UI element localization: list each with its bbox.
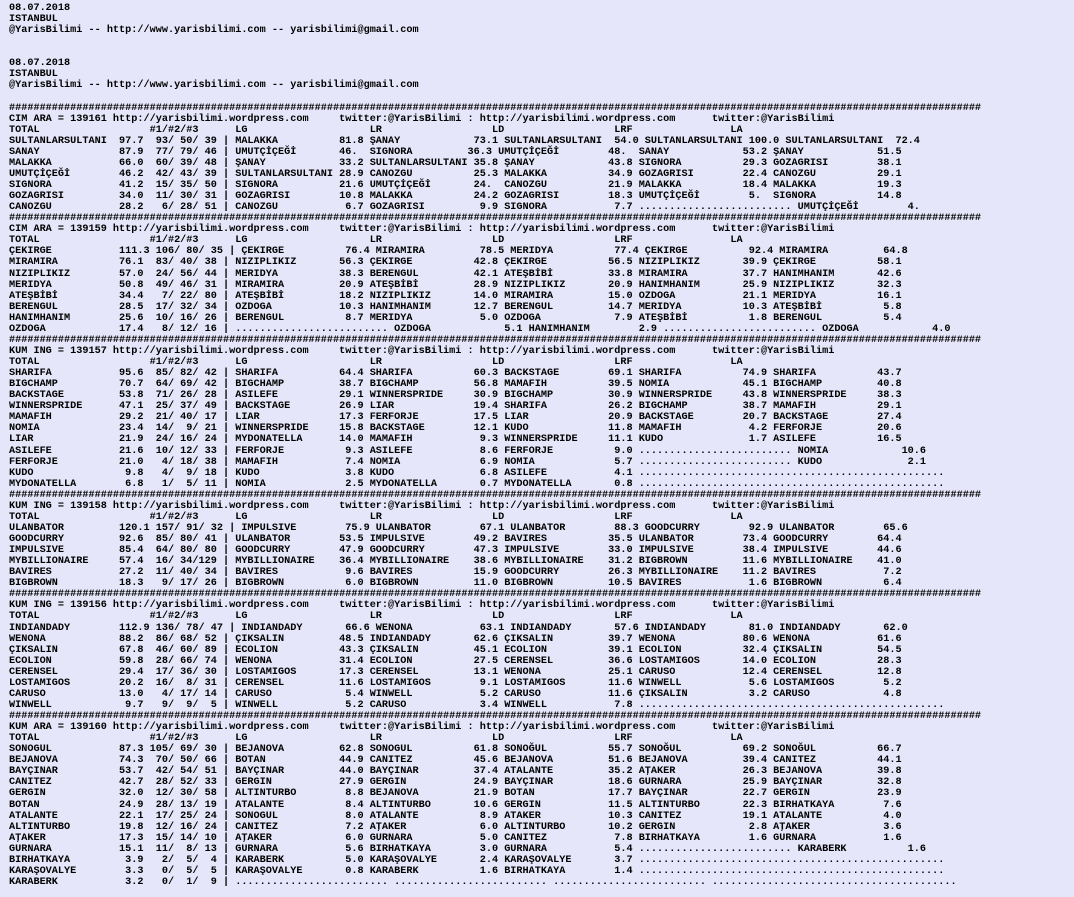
contact-line: @YarisBilimi -- http://www.yarisbilimi.com -- yarisbilimi@gmail.com <box>9 25 419 37</box>
horse-row: FERFORJE 21.0 4/ 18/ 38 | MAMAFIH 7.4 NOMIA 6.9 NOMIA 5.7 ......................... KUDO 2.1 <box>9 456 927 468</box>
horse-row: GERGIN 32.0 12/ 30/ 58 | ALTINTURBO 8.8 BEJANOVA 21.9 BOTAN 17.7 BAYÇINAR 22.7 GERGIN 23.9 <box>9 788 902 800</box>
horse-row: ATALANTE 22.1 17/ 25/ 24 | SONOGUL 8.0 ATALANTE 8.9 ATAKER 10.3 CANITEZ 19.1 ATALANTE 4.0 <box>9 810 902 822</box>
horse-row: ULANBATOR 120.1 157/ 91/ 32 | IMPULSIVE 75.9 ULANBATOR 67.1 ULANBATOR 88.3 GOODCURRY 92.9 ULANBATOR 65.6 <box>9 522 908 534</box>
horse-row: WENONA 88.2 86/ 68/ 52 | ÇIKSALIN 48.5 INDIANDADY 62.6 ÇIKSALIN 39.7 WENONA 80.6 WENONA 61.6 <box>9 633 902 645</box>
horse-row: BERENGUL 28.5 17/ 32/ 34 | OZDOGA 10.3 HANIMHANIM 12.7 BERENGUL 14.7 MERIDYA 10.3 ATEŞBİBİ 5.8 <box>9 301 902 313</box>
race-header-line: CIM ARA = 139161 http://yarisbilimi.wordpress.com twitter:@YarisBilimi : http://yarisbilimi.wordpress.com twitter:@YarisBilimi <box>9 113 835 125</box>
date-line: 08.07.2018 <box>9 58 71 70</box>
column-header-line: TOTAL #1/#2/#3 LG LR LD LRF LA <box>9 124 743 136</box>
horse-row: SULTANLARSULTANI 97.7 93/ 50/ 39 | MALAKKA 81.8 ŞANAY 73.1 SULTANLARSULTANI 54.0 SULTANLARSULTANI 100.0 SULTANLARSULTANI 72.4 <box>9 135 920 147</box>
horse-row: CERENSEL 29.4 17/ 36/ 30 | LOSTAMIGOS 17.3 CERENSEL 13.1 WENONA 25.1 CARUSO 12.4 CERENSEL 12.8 <box>9 666 902 678</box>
column-header-line: TOTAL #1/#2/#3 LG LR LD LRF LA <box>9 511 743 523</box>
horse-row: GURNARA 15.1 11/ 8/ 13 | GURNARA 5.6 BIRHATKAYA 3.0 GURNARA 5.4 ......................... KARABERK 1.6 <box>9 843 927 855</box>
horse-row: IMPULSIVE 85.4 64/ 80/ 80 | GOODCURRY 47.9 GOODCURRY 47.3 IMPULSIVE 33.0 IMPULSIVE 38.4 IMPULSIVE 44.6 <box>9 545 902 557</box>
horse-row: CANOZGU 28.2 6/ 28/ 51 | CANOZGU 6.7 GOZAGRISI 9.9 SIGNORA 7.7 ......................... UMUTÇİÇEĞİ 4. <box>9 202 920 214</box>
city-line: ISTANBUL <box>9 14 58 26</box>
horse-row: ÇEKIRGE 111.3 106/ 80/ 35 | ÇEKIRGE 76.4 MIRAMIRA 78.5 MERIDYA 77.4 ÇEKIRGE 92.4 MIRAMIRA 64.8 <box>9 246 908 258</box>
horse-row: BEJANOVA 74.3 70/ 50/ 66 | BOTAN 44.9 CANITEZ 45.6 BEJANOVA 51.6 BEJANOVA 39.4 CANITEZ 44.1 <box>9 755 902 767</box>
horse-row: MALAKKA 66.0 60/ 39/ 48 | ŞANAY 33.2 SULTANLARSULTANI 35.8 ŞANAY 43.8 SIGNORA 29.3 GOZAGRISI 38.1 <box>9 157 902 169</box>
city-line: ISTANBUL <box>9 69 58 81</box>
horse-row: INDIANDADY 112.9 136/ 78/ 47 | INDIANDADY 66.6 WENONA 63.1 INDIANDADY 57.6 INDIANDADY 81.0 INDIANDADY 62.0 <box>9 622 908 634</box>
horse-row: BAYÇINAR 53.7 42/ 54/ 51 | BAYÇINAR 44.0 BAYÇINAR 37.4 ATALANTE 35.2 AŢAKER 26.3 BEJANOVA 39.8 <box>9 766 902 778</box>
date-line: 08.07.2018 <box>9 3 71 14</box>
horse-row: ASILEFE 21.6 10/ 12/ 33 | FERFORJE 9.3 ASILEFE 8.6 FERFORJE 9.0 ......................... NOMIA 10.6 <box>9 445 927 457</box>
horse-row: BIRHATKAYA 3.9 2/ 5/ 4 | KARABERK 5.0 KARAŞOVALYE 2.4 KARAŞOVALYE 3.7 .................................................. <box>9 854 945 866</box>
blank-line <box>9 47 981 58</box>
separator-line: ############################################################################################################################################################### <box>9 213 982 225</box>
separator-line: ############################################################################################################################################################### <box>9 711 982 722</box>
horse-row: GOODCURRY 92.6 85/ 80/ 41 | ULANBATOR 53.5 IMPULSIVE 49.2 BAVIRES 35.5 ULANBATOR 73.4 GOODCURRY 64.4 <box>9 534 902 545</box>
horse-row: OZDOGA 17.4 8/ 12/ 16 | ......................... OZDOGA 5.1 HANIMHANIM 2.9 ......................... OZDOGA 4.0 <box>9 323 951 335</box>
separator-line: ############################################################################################################################################################### <box>9 589 982 601</box>
horse-row: MAMAFIH 29.2 21/ 40/ 17 | LIAR 17.3 FERFORJE 17.5 LIAR 20.9 BACKSTAGE 20.7 BACKSTAGE 27.4 <box>9 412 902 424</box>
horse-row: KUDO 9.8 4/ 9/ 18 | KUDO 3.8 KUDO 6.8 ASILEFE 4.1 .................................................. <box>9 467 945 479</box>
horse-row: WINWELL 9.7 9/ 9/ 5 | WINWELL 5.2 CARUSO 3.4 WINWELL 7.8 .................................................. <box>9 699 945 711</box>
horse-row: MERIDYA 50.8 49/ 46/ 31 | MIRAMIRA 20.9 ATEŞBİBİ 28.9 NIZIPLIKIZ 20.9 HANIMHANIM 25.9 NIZIPLIKIZ 32.3 <box>9 279 902 291</box>
horse-row: HANIMHANIM 25.6 10/ 16/ 26 | BERENGUL 8.7 MERIDYA 5.0 OZDOGA 7.9 ATEŞBİBİ 1.8 BERENGUL 5.4 <box>9 312 902 324</box>
horse-row: BIGCHAMP 70.7 64/ 69/ 42 | BIGCHAMP 38.7 BIGCHAMP 56.8 MAMAFIH 39.5 NOMIA 45.1 BIGCHAMP 40.8 <box>9 379 902 391</box>
horse-row: GOZAGRISI 34.0 11/ 30/ 31 | GOZAGRISI 10.8 MALAKKA 24.2 GOZAGRISI 18.3 UMUTÇİÇEĞİ 5. SIGNORA 14.8 <box>9 191 902 203</box>
horse-row: MYBILLIONAIRE 57.4 16/ 34/129 | MYBILLIONAIRE 36.4 MYBILLIONAIRE 38.6 MYBILLIONAIRE 31.2 BIGBROWN 11.6 MYBILLIONAIRE 41.0 <box>9 556 902 568</box>
horse-row: LIAR 21.9 24/ 16/ 24 | MYDONATELLA 14.0 MAMAFIH 9.3 WINNERSPRIDE 11.1 KUDO 1.7 ASILEFE 16.5 <box>9 434 902 446</box>
horse-row: CANITEZ 42.7 28/ 52/ 33 | GERGIN 27.9 GERGIN 24.9 BAYÇINAR 18.6 GURNARA 25.9 BAYÇINAR 32.8 <box>9 777 902 789</box>
horse-row: ECOLION 59.8 28/ 66/ 74 | WENONA 31.4 ECOLION 27.5 CERENSEL 36.6 LOSTAMIGOS 14.0 ECOLION 28.3 <box>9 655 902 667</box>
horse-row: BOTAN 24.9 28/ 13/ 19 | ATALANTE 8.4 ALTINTURBO 10.6 GERGIN 11.5 ALTINTURBO 22.3 BIRHATKAYA 7.6 <box>9 799 902 811</box>
race-header-line: CIM ARA = 139159 http://yarisbilimi.wordpress.com twitter:@YarisBilimi : http://yarisbilimi.wordpress.com twitter:@YarisBilimi <box>9 224 835 236</box>
horse-row: NIZIPLIKIZ 57.0 24/ 56/ 44 | MERIDYA 38.3 BERENGUL 42.1 ATEŞBİBİ 33.8 MIRAMIRA 37.7 HANIMHANIM 42.6 <box>9 268 902 280</box>
race-header-line: KUM ARA = 139160 http://yarisbilimi.wordpress.com twitter:@YarisBilimi : http://yarisbilimi.wordpress.com twitter:@YarisBilimi <box>9 722 835 734</box>
horse-row: ÇIKSALIN 67.8 46/ 60/ 89 | ECOLION 43.3 ÇIKSALIN 45.1 ECOLION 39.1 ECOLION 32.4 ÇIKSALIN 54.5 <box>9 644 902 656</box>
column-header-line: TOTAL #1/#2/#3 LG LR LD LRF LA <box>9 357 743 368</box>
race-header-line: KUM ING = 139158 http://yarisbilimi.wordpress.com twitter:@YarisBilimi : http://yarisbilimi.wordpress.com twitter:@YarisBilimi <box>9 500 835 512</box>
separator-line: ############################################################################################################################################################### <box>9 489 982 501</box>
horse-row: KARABERK 3.2 0/ 1/ 9 | ......................... ......................... ......................... ........................................ <box>9 876 957 888</box>
blank-line <box>9 92 981 103</box>
race-header-line: KUM ING = 139156 http://yarisbilimi.wordpress.com twitter:@YarisBilimi : http://yarisbilimi.wordpress.com twitter:@YarisBilimi <box>9 600 835 612</box>
horse-row: LOSTAMIGOS 20.2 16/ 8/ 31 | CERENSEL 11.6 LOSTAMIGOS 9.1 LOSTAMIGOS 11.6 WINWELL 5.6 LOSTAMIGOS 5.2 <box>9 677 902 689</box>
horse-row: UMUTÇİÇEĞİ 46.2 42/ 43/ 39 | SULTANLARSULTANI 28.9 CANOZGU 25.3 MALAKKA 34.9 GOZAGRISI 22.4 CANOZGU 29.1 <box>9 168 902 180</box>
column-header-line: TOTAL #1/#2/#3 LG LR LD LRF LA <box>9 611 743 623</box>
separator-line: ############################################################################################################################################################### <box>9 102 982 114</box>
horse-row: MIRAMIRA 76.1 83/ 40/ 38 | NIZIPLIKIZ 56.3 ÇEKIRGE 42.8 ÇEKIRGE 56.5 NIZIPLIKIZ 39.9 ÇEKIRGE 58.1 <box>9 257 902 269</box>
horse-row: SHARIFA 95.6 85/ 82/ 42 | SHARIFA 64.4 SHARIFA 60.3 BACKSTAGE 69.1 SHARIFA 74.9 SHARIFA 43.7 <box>9 368 902 380</box>
results-document <box>9 3 981 888</box>
horse-row: MYDONATELLA 6.8 1/ 5/ 11 | NOMIA 2.5 MYDONATELLA 0.7 MYDONATELLA 0.8 .................................................. <box>9 478 945 490</box>
horse-row: SANAY 87.9 77/ 79/ 46 | UMUTÇİÇEĞİ 46. SIGNORA 36.3 UMUTÇİÇEĞİ 48. SANAY 53.2 ŞANAY 51.5 <box>9 146 902 158</box>
column-header-line: TOTAL #1/#2/#3 LG LR LD LRF LA <box>9 235 743 247</box>
contact-line: @YarisBilimi -- http://www.yarisbilimi.com -- yarisbilimi@gmail.com <box>9 80 419 92</box>
horse-row: BAVIRES 27.2 11/ 40/ 34 | BAVIRES 9.6 BAVIRES 15.9 GOODCURRY 26.3 MYBILLIONAIRE 11.2 BAVIRES 7.2 <box>9 567 902 579</box>
horse-row: SONOGUL 87.3 105/ 69/ 30 | BEJANOVA 62.8 SONOGUL 61.8 SONOĞUL 55.7 SONOĞUL 69.2 SONOĞUL 66.7 <box>9 744 902 756</box>
blank-line <box>9 36 981 47</box>
horse-row: KARAŞOVALYE 3.3 0/ 5/ 5 | KARAŞOVALYE 0.8 KARABERK 1.6 BIRHATKAYA 1.4 .................................................. <box>9 865 945 877</box>
horse-row: AŢAKER 17.3 15/ 14/ 10 | AŢAKER 6.0 GURNARA 5.0 CANITEZ 7.8 BIRHATKAYA 1.6 GURNARA 1.6 <box>9 832 902 844</box>
horse-row: CARUSO 13.0 4/ 17/ 14 | CARUSO 5.4 WINWELL 5.2 CARUSO 11.6 ÇIKSALIN 3.2 CARUSO 4.8 <box>9 688 902 700</box>
horse-row: SIGNORA 41.2 15/ 35/ 50 | SIGNORA 21.6 UMUTÇİÇEĞİ 24. CANOZGU 21.9 MALAKKA 18.4 MALAKKA 19.3 <box>9 180 902 191</box>
column-header-line: TOTAL #1/#2/#3 LG LR LD LRF LA <box>9 733 743 745</box>
horse-row: WINNERSPRIDE 47.1 25/ 37/ 49 | BACKSTAGE 26.9 LIAR 19.4 SHARIFA 26.2 BIGCHAMP 38.7 MAMAFIH 29.1 <box>9 401 902 413</box>
horse-row: BACKSTAGE 53.8 71/ 26/ 28 | ASILEFE 29.1 WINNERSPRIDE 30.9 BIGCHAMP 30.9 WINNERSPRIDE 43.8 WINNERSPRIDE 38.3 <box>9 390 902 402</box>
race-header-line: KUM ING = 139157 http://yarisbilimi.wordpress.com twitter:@YarisBilimi : http://yarisbilimi.wordpress.com twitter:@YarisBilimi <box>9 345 835 357</box>
horse-row: ALTINTURBO 19.8 12/ 16/ 24 | CANITEZ 7.2 AŢAKER 6.0 ALTINTURBO 10.2 GERGIN 2.8 AŢAKER 3.6 <box>9 821 902 833</box>
horse-row: NOMIA 23.4 14/ 9/ 21 | WINNERSPRIDE 15.8 BACKSTAGE 12.1 KUDO 11.8 MAMAFIH 4.2 FERFORJE 20.6 <box>9 423 902 435</box>
horse-row: ATEŞBİBİ 34.4 7/ 22/ 80 | ATEŞBİBİ 18.2 NIZIPLIKIZ 14.0 MIRAMIRA 15.0 OZDOGA 21.1 MERIDYA 16.1 <box>9 290 902 302</box>
horse-row: BIGBROWN 18.3 9/ 17/ 26 | BIGBROWN 6.0 BIGBROWN 11.0 BIGBROWN 10.5 BAVIRES 1.6 BIGBROWN 6.4 <box>9 578 902 590</box>
separator-line: ############################################################################################################################################################### <box>9 334 982 346</box>
